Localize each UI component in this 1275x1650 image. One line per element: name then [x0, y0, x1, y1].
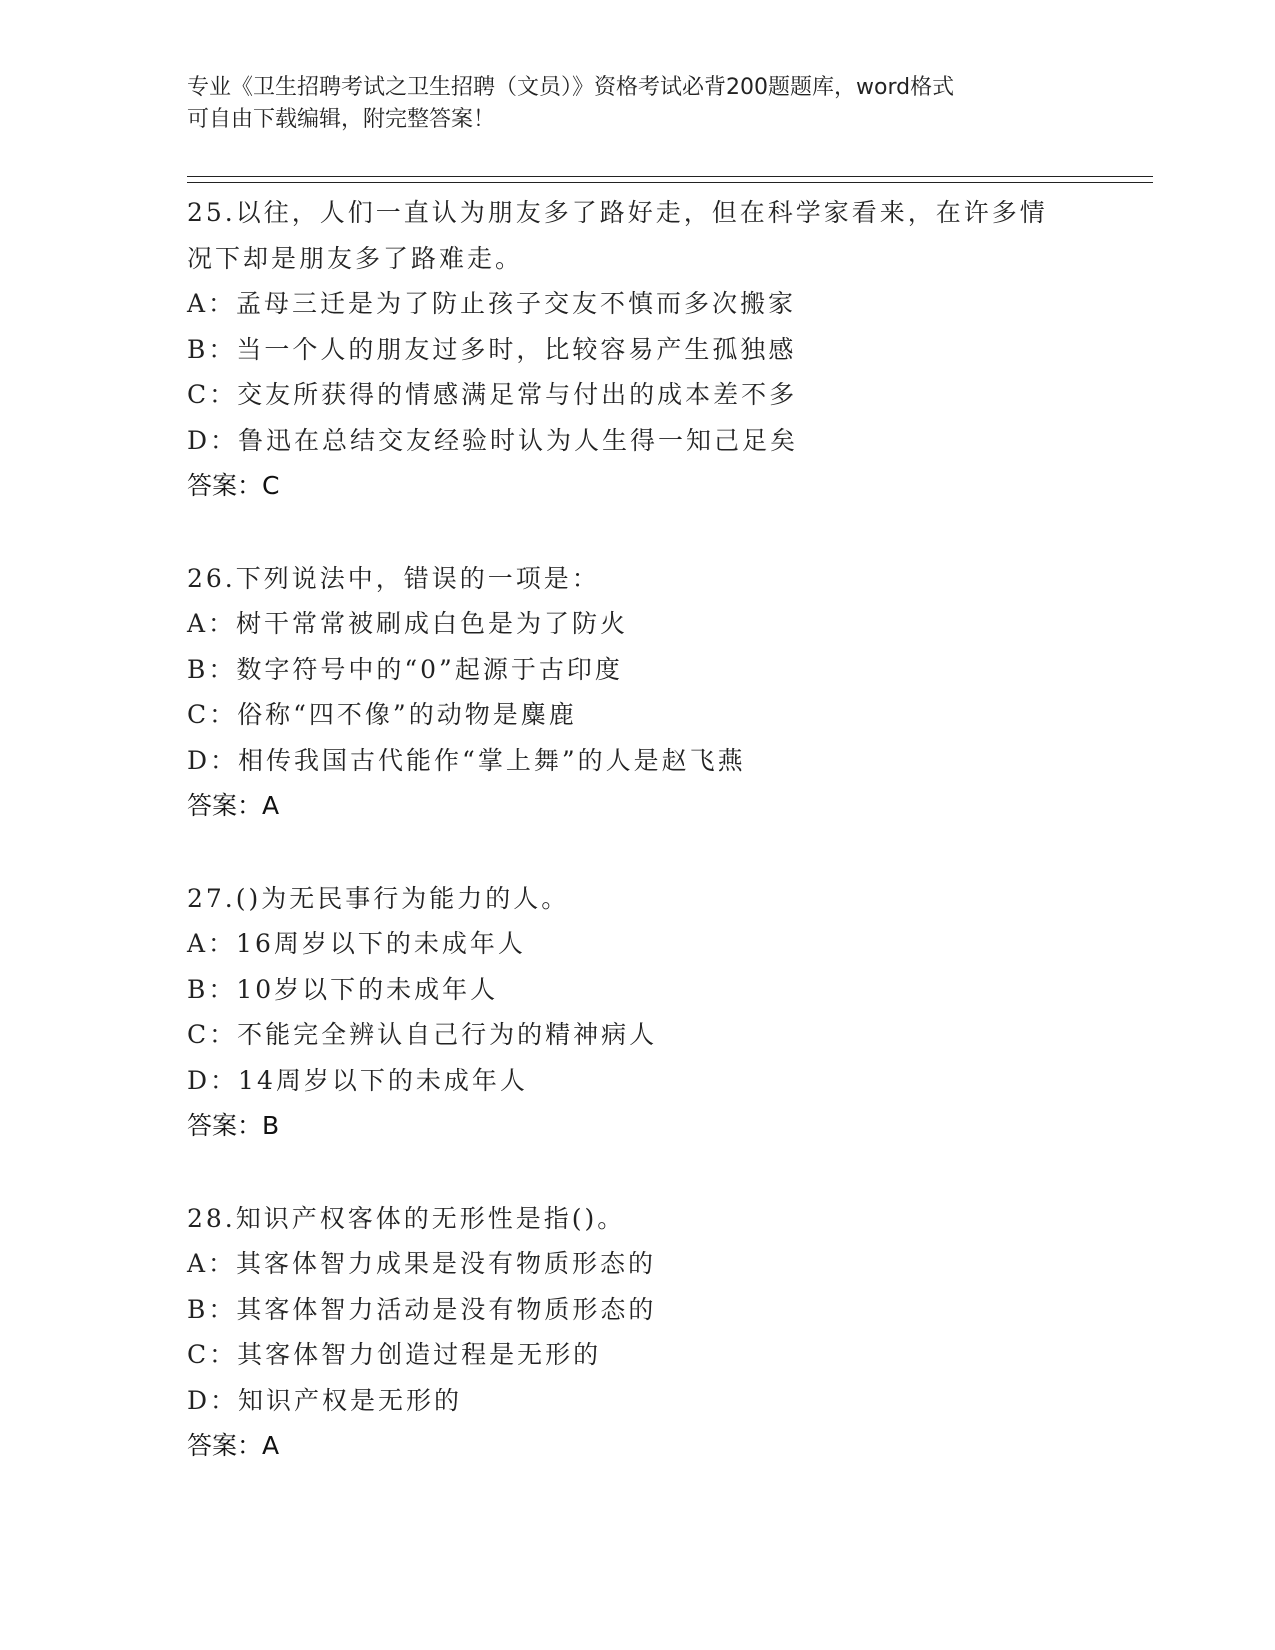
option-d: D：鲁迅在总结交友经验时认为人生得一知己足矣 [187, 425, 799, 455]
header-divider-top [187, 176, 1153, 177]
option-b: B：数字符号中的“0”起源于古印度 [187, 654, 623, 684]
option-a: A：16周岁以下的未成年人 [187, 929, 526, 958]
question-28 [187, 1196, 1087, 1469]
answer-label: 答案：A [187, 1431, 280, 1460]
question-stem-line: 26.下列说法中，错误的一项是： [187, 563, 600, 593]
header-divider-bottom [187, 182, 1153, 183]
document-header [187, 72, 1087, 136]
question-27 [187, 876, 1087, 1149]
option-c: C：不能完全辨认自己行为的精神病人 [187, 1020, 658, 1049]
option-c: C：其客体智力创造过程是无形的 [187, 1340, 602, 1369]
question-stem-line: 况下却是朋友多了路难走。 [187, 243, 524, 273]
answer-label: 答案：B [187, 1111, 280, 1140]
question-25 [187, 190, 1087, 509]
option-c: C：交友所获得的情感满足常与付出的成本差不多 [187, 380, 798, 409]
option-b: B：10岁以下的未成年人 [187, 974, 499, 1004]
option-d: D：相传我国古代能作“掌上舞”的人是赵飞燕 [187, 745, 746, 775]
question-stem-line: 25.以往，人们一直认为朋友多了路好走，但在科学家看来，在许多情 [187, 198, 1048, 227]
option-a: A：树干常常被刷成白色是为了防火 [187, 609, 629, 638]
option-a: A：孟母三迁是为了防止孩子交友不慎而多次搬家 [187, 289, 797, 318]
header-line-1: 专业《卫生招聘考试之卫生招聘（文员）》资格考试必背200题题库，word格式 [187, 75, 955, 100]
header-line-2: 可自由下载编辑，附完整答案！ [187, 107, 496, 132]
question-stem-line: 27.()为无民事行为能力的人。 [187, 883, 570, 913]
option-a: A：其客体智力成果是没有物质形态的 [187, 1249, 657, 1278]
option-b: B：其客体智力活动是没有物质形态的 [187, 1294, 657, 1324]
answer-label: 答案：A [187, 791, 280, 820]
question-26 [187, 556, 1087, 829]
option-d: D：14周岁以下的未成年人 [187, 1065, 528, 1095]
question-list [187, 190, 1087, 1469]
answer-label: 答案：C [187, 471, 280, 500]
question-stem-line: 28.知识产权客体的无形性是指()。 [187, 1203, 626, 1233]
option-b: B：当一个人的朋友过多时，比较容易产生孤独感 [187, 334, 797, 364]
option-c: C：俗称“四不像”的动物是麋鹿 [187, 700, 577, 729]
option-d: D：知识产权是无形的 [187, 1385, 463, 1415]
